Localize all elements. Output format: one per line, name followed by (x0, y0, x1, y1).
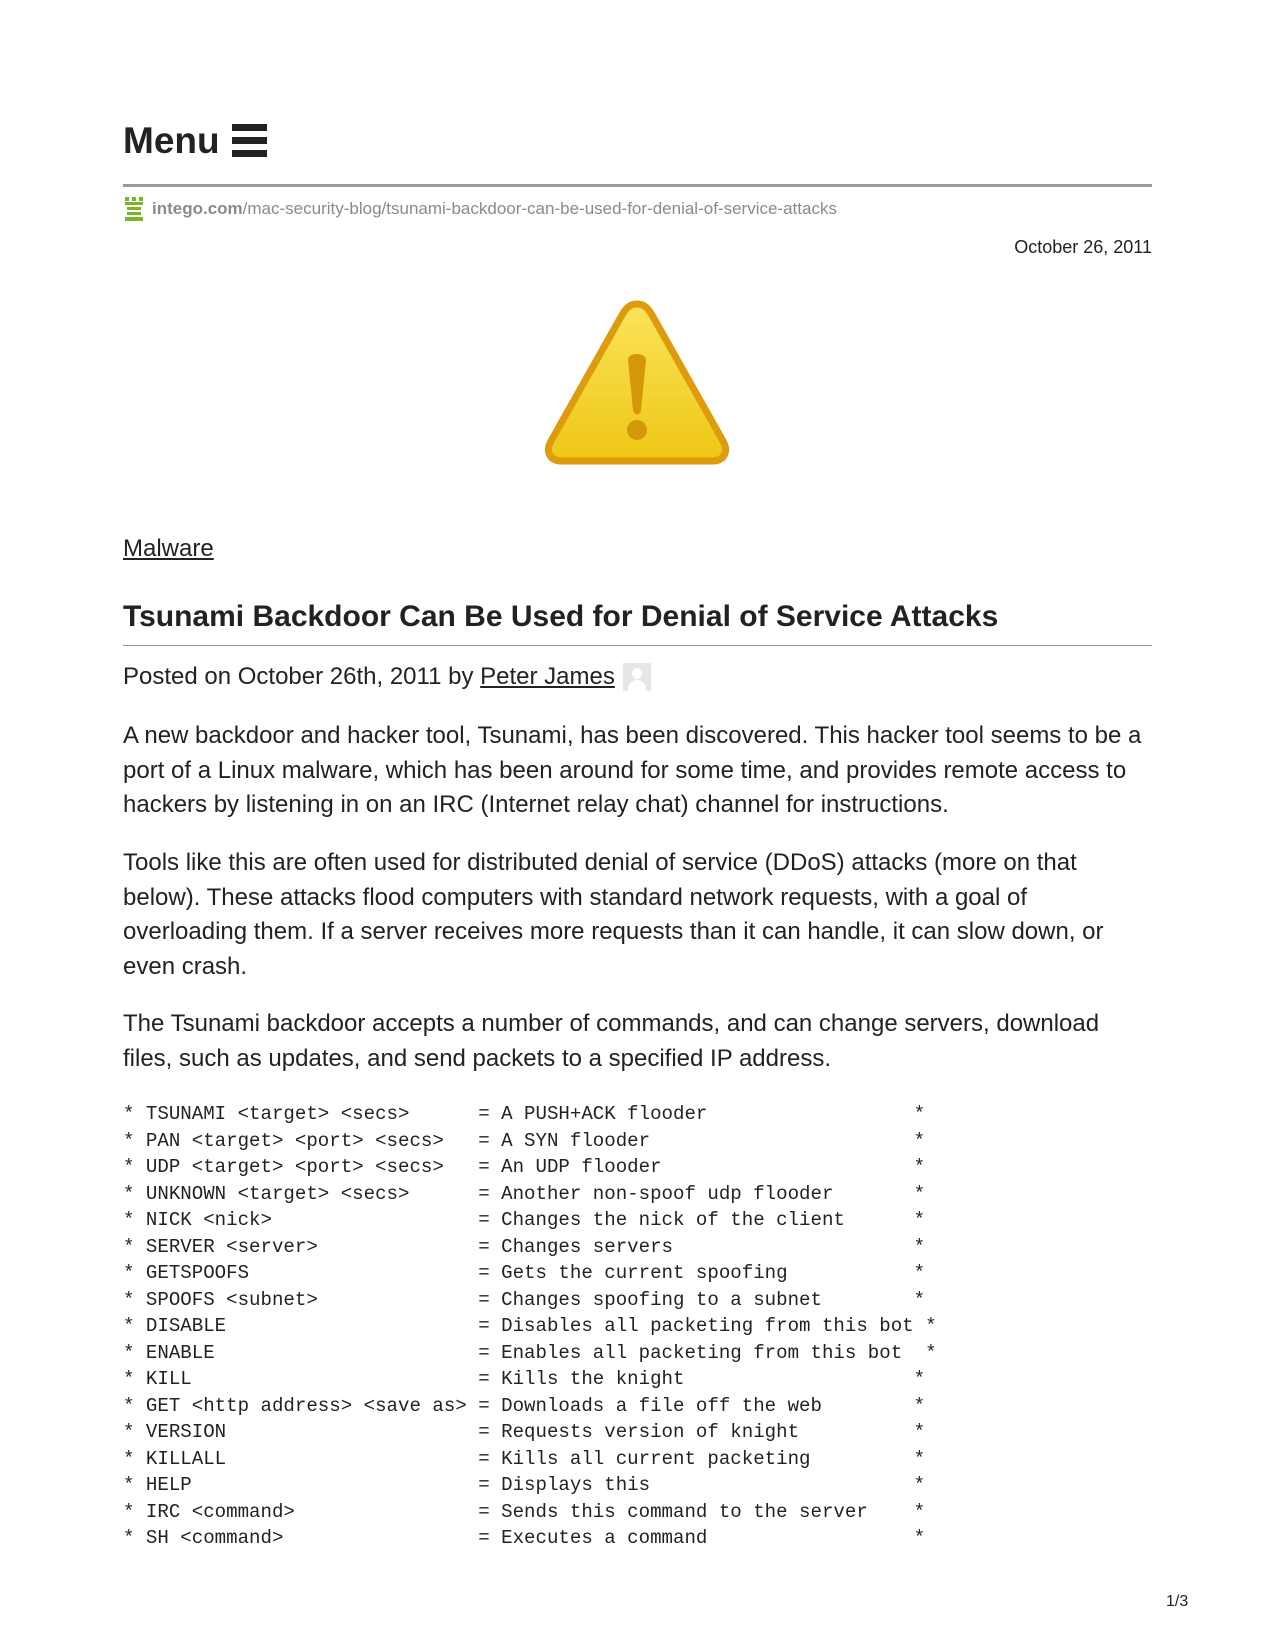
code-line: * IRC <command> = Sends this command to the server * (123, 1500, 926, 1523)
header-divider (123, 184, 1152, 187)
title-divider (123, 645, 1152, 646)
code-line: * KILL = Kills the knight * (123, 1368, 926, 1390)
code-line: * DISABLE = Disables all packeting from this bot * (123, 1315, 937, 1337)
hamburger-icon[interactable] (232, 124, 267, 157)
page-number: 1/3 (1166, 1593, 1189, 1610)
url-domain: intego.com (152, 199, 243, 218)
category-link-malware[interactable]: Malware (123, 535, 214, 562)
menu-button[interactable] (123, 122, 267, 159)
code-line: * NICK <nick> = Changes the nick of the client * (123, 1209, 926, 1231)
byline-prefix: Posted on October 26th, 2011 by (123, 663, 481, 690)
byline (123, 663, 651, 691)
paragraph: A new backdoor and hacker tool, Tsunami, has been discovered. This hacker tool seems to be a port of a Linux malware, which has been around for some time, and provides remote access to hackers by listening in on an IRC (Internet relay chat) channel for instructions. (123, 722, 1142, 818)
code-line: * GETSPOOFS = Gets the current spoofing * (123, 1262, 926, 1284)
url-path: /mac-security-blog/tsunami-backdoor-can-be-used-for-denial-of-service-attacks (242, 199, 837, 218)
code-line: * GET <http address> <save as> = Downloads a file off the web * (123, 1394, 926, 1417)
author-link[interactable]: Peter James (480, 663, 615, 690)
code-line: * VERSION = Requests version of knight * (123, 1421, 926, 1443)
paragraph: Tools like this are often used for distributed denial of service (DDoS) attacks (more on that below). These attacks flood computers with standard network requests, with a goal of overloading them. If a server receives more requests than it can handle, it can slow down, or even crash. (123, 849, 1104, 980)
code-line: * PAN <target> <port> <secs> = A SYN flooder * (123, 1129, 926, 1152)
code-line: * TSUNAMI <target> <secs> = A PUSH+ACK flooder * (123, 1103, 926, 1125)
code-line: * SPOOFS <subnet> = Changes spoofing to a subnet * (123, 1288, 926, 1311)
author-avatar (623, 663, 651, 691)
code-line: * KILLALL = Kills all current packeting * (123, 1447, 926, 1470)
code-line: * UDP <target> <port> <secs> = An UDP flooder * (123, 1156, 926, 1178)
menu-label: Menu (123, 120, 220, 161)
warning-triangle-icon (542, 298, 732, 468)
paragraph: The Tsunami backdoor accepts a number of commands, and can change servers, download files, such as updates, and send packets to a specified IP address. (123, 1010, 1100, 1072)
code-line: * HELP = Displays this * (123, 1474, 926, 1496)
source-url[interactable] (124, 197, 837, 221)
code-line: * UNKNOWN <target> <secs> = Another non-spoof udp flooder * (123, 1182, 926, 1205)
article-title: Tsunami Backdoor Can Be Used for Denial of Service Attacks (123, 600, 999, 633)
command-list-code-block (123, 1101, 937, 1552)
code-line: * SERVER <server> = Changes servers * (123, 1235, 926, 1258)
code-line: * ENABLE = Enables all packeting from this bot * (123, 1341, 937, 1364)
intego-site-icon (124, 197, 144, 221)
code-line: * SH <command> = Executes a command * (123, 1527, 926, 1549)
publish-date: October 26, 2011 (1014, 237, 1152, 257)
